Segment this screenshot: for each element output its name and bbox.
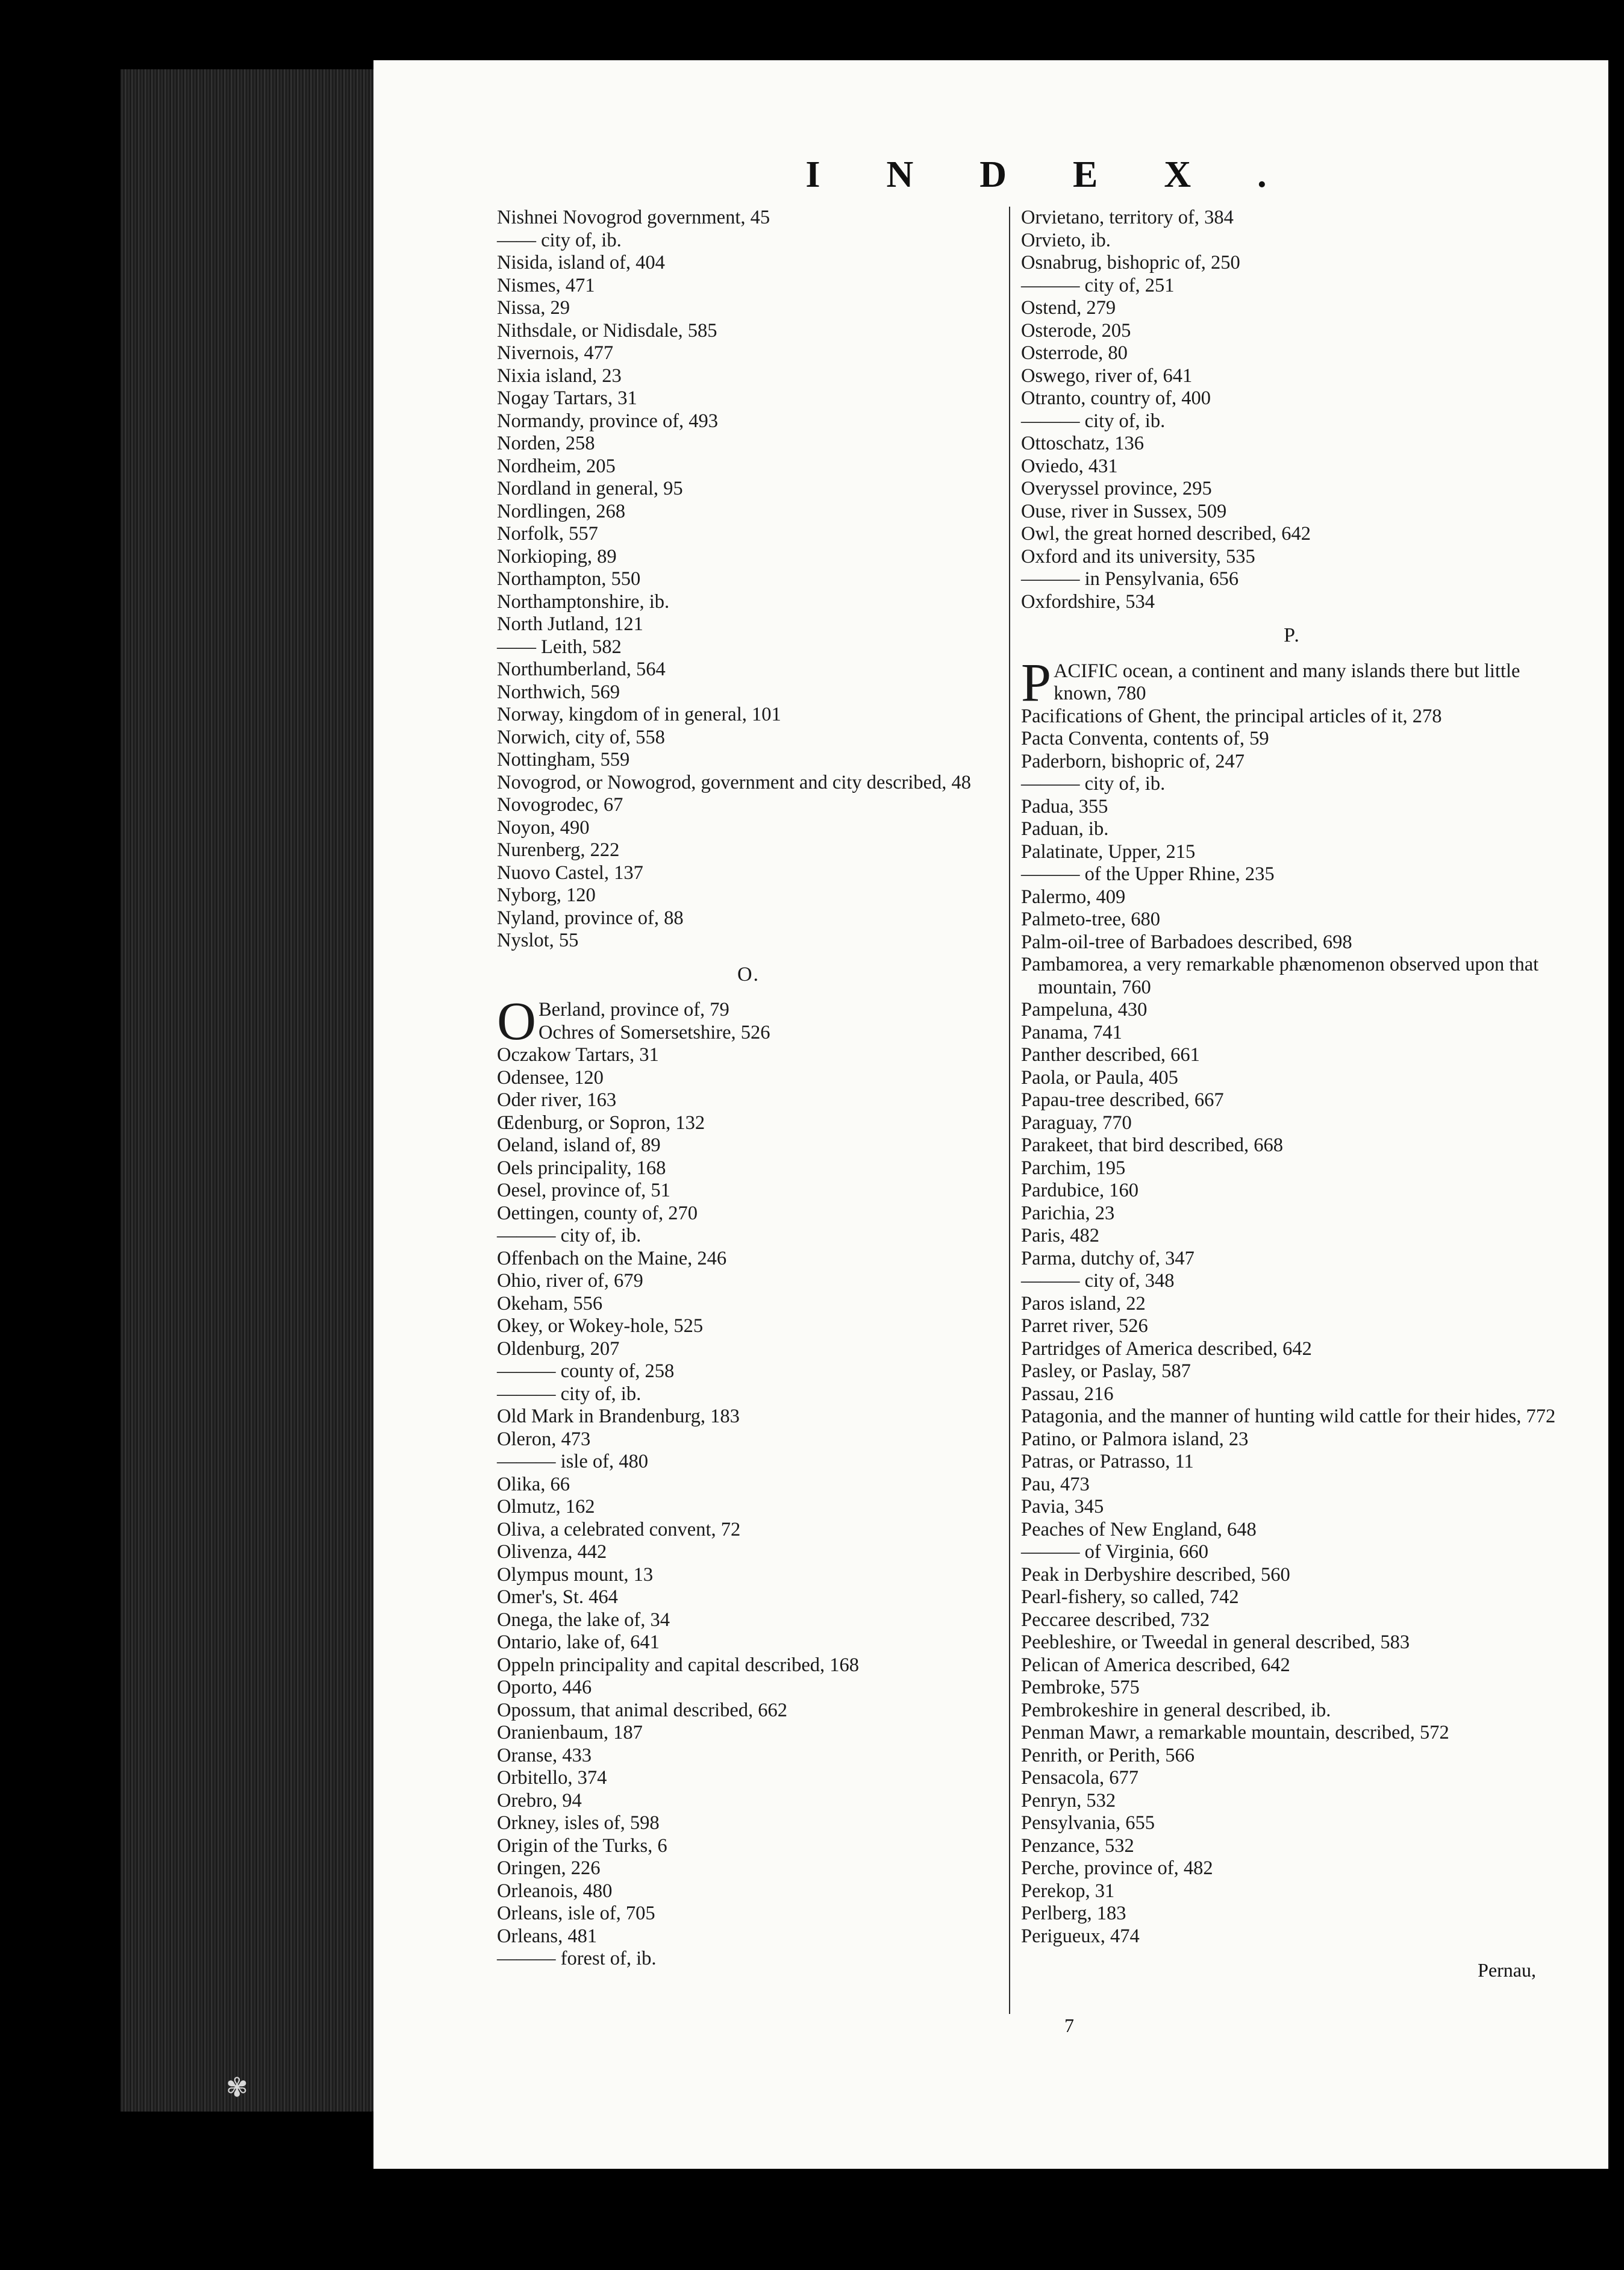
index-entry: Patagonia, and the manner of hunting wild cattle for their hides, 772 xyxy=(1021,1405,1556,1427)
index-entry: Padua, 355 xyxy=(1021,795,1108,818)
index-entry: Oranienbaum, 187 xyxy=(497,1722,643,1743)
index-entry: Noyon, 490 xyxy=(497,816,590,839)
index-entry: Northwich, 569 xyxy=(497,681,620,703)
index-entry: Pacta Conventa, contents of, 59 xyxy=(1021,728,1269,749)
index-entry: Palermo, 409 xyxy=(1021,886,1126,908)
index-entry: Paderborn, bishopric of, 247 xyxy=(1021,750,1245,772)
index-entry: Penman Mawr, a remarkable mountain, described, 572 xyxy=(1021,1722,1449,1743)
library-stamp-mark: ✾ xyxy=(226,2073,248,2103)
index-entry: Oppeln principality and capital described, 168 xyxy=(497,1654,860,1676)
index-entry: Norkioping, 89 xyxy=(497,545,617,568)
index-entry: ——— in Pensylvania, 656 xyxy=(1021,568,1239,590)
index-entry: Pavia, 345 xyxy=(1021,1496,1104,1518)
index-entry: Norway, kingdom of in general, 101 xyxy=(497,704,781,725)
index-entry: Orbitello, 374 xyxy=(497,1767,607,1789)
index-entry: Orleans, 481 xyxy=(497,1925,598,1947)
index-entry: Nottingham, 559 xyxy=(497,749,630,771)
index-entry: Nixia island, 23 xyxy=(497,364,622,387)
index-entry: Omer's, St. 464 xyxy=(497,1586,618,1608)
index-entry: Ouse, river in Sussex, 509 xyxy=(1021,500,1227,522)
index-entry: Panther described, 661 xyxy=(1021,1044,1200,1066)
index-entry: Pampeluna, 430 xyxy=(1021,999,1148,1021)
index-entry: Okey, or Wokey-hole, 525 xyxy=(497,1315,704,1337)
index-entry: Nithsdale, or Nidisdale, 585 xyxy=(497,319,717,342)
index-entry-text: Berland, province of, 79 xyxy=(539,999,729,1021)
index-entry: Oviedo, 431 xyxy=(1021,455,1118,477)
index-entry: —— city of, ib. xyxy=(497,229,622,251)
left-column xyxy=(497,207,1000,1971)
catchword: Pernau, xyxy=(1478,1959,1536,1981)
index-entry: Pembrokeshire in general described, ib. xyxy=(1021,1699,1331,1721)
index-entry: Oder river, 163 xyxy=(497,1089,617,1111)
index-entry: Ostend, 279 xyxy=(1021,297,1116,319)
index-entry: Olmutz, 162 xyxy=(497,1496,595,1518)
index-entry: Peaches of New England, 648 xyxy=(1021,1518,1257,1540)
index-entry: Offenbach on the Maine, 246 xyxy=(497,1247,727,1269)
index-entry: Oxfordshire, 534 xyxy=(1021,590,1155,613)
index-entry: Northumberland, 564 xyxy=(497,658,666,680)
page-number: 7 xyxy=(1064,2015,1074,2036)
index-entry: Parma, dutchy of, 347 xyxy=(1021,1247,1195,1269)
index-entry: Normandy, province of, 493 xyxy=(497,410,719,432)
left-entries-o xyxy=(497,1044,1000,1971)
index-entry: Orleans, isle of, 705 xyxy=(497,1903,655,1924)
index-entry: Oesel, province of, 51 xyxy=(497,1180,670,1201)
index-entry: Perche, province of, 482 xyxy=(1021,1857,1213,1879)
index-entry: Palatinate, Upper, 215 xyxy=(1021,840,1196,863)
index-entry: —— Leith, 582 xyxy=(497,636,622,658)
index-entry: Nordland in general, 95 xyxy=(497,478,683,499)
index-entry: Oporto, 446 xyxy=(497,1677,592,1698)
index-entry-text: ACIFIC ocean, a continent and many islands there but little known, 780 xyxy=(1054,660,1520,704)
index-entry: Nivernois, 477 xyxy=(497,342,614,364)
index-entry: Peebleshire, or Tweedal in general described, 583 xyxy=(1021,1631,1410,1653)
index-entry: Peak in Derbyshire described, 560 xyxy=(1021,1563,1290,1586)
index-entry-first-o xyxy=(497,992,1000,1051)
index-entry: Pelican of America described, 642 xyxy=(1021,1654,1290,1676)
index-entry: Novogrodec, 67 xyxy=(497,794,623,816)
index-entry: Parchim, 195 xyxy=(1021,1157,1126,1179)
index-entry: Pardubice, 160 xyxy=(1021,1180,1138,1201)
index-entry: Pau, 473 xyxy=(1021,1473,1090,1495)
index-entry: Papau-tree described, 667 xyxy=(1021,1089,1224,1111)
index-entry: Perigueux, 474 xyxy=(1021,1925,1140,1947)
index-entry: Pearl-fishery, so called, 742 xyxy=(1021,1586,1239,1608)
index-entry: Onega, the lake of, 34 xyxy=(497,1609,670,1631)
index-entry: Origin of the Turks, 6 xyxy=(497,1834,667,1857)
index-entry: Oczakow Tartars, 31 xyxy=(497,1044,659,1066)
index-entry: Nogay Tartars, 31 xyxy=(497,387,637,409)
index-entry: Oels principality, 168 xyxy=(497,1157,666,1179)
index-entry: ——— of the Upper Rhine, 235 xyxy=(1021,863,1275,885)
index-entry: Olympus mount, 13 xyxy=(497,1563,654,1586)
index-entry: Nurenberg, 222 xyxy=(497,839,620,861)
right-entries-p xyxy=(1021,705,1563,1948)
index-entry: Nordlingen, 268 xyxy=(497,500,626,522)
index-entry: Orleanois, 480 xyxy=(497,1880,613,1902)
index-entry: ——— city of, 348 xyxy=(1021,1270,1175,1292)
right-entries-o xyxy=(1021,207,1563,613)
index-entry: Overyssel province, 295 xyxy=(1021,478,1212,499)
index-entry: Paduan, ib. xyxy=(1021,818,1109,840)
index-entry: Nordheim, 205 xyxy=(497,455,616,477)
index-entry: Penryn, 532 xyxy=(1021,1789,1116,1812)
section-letter-o: O. xyxy=(737,963,760,986)
index-entry: Norwich, city of, 558 xyxy=(497,726,665,748)
index-entry: Peccaree described, 732 xyxy=(1021,1609,1210,1631)
index-entry: Partridges of America described, 642 xyxy=(1021,1337,1312,1360)
index-entry: Paris, 482 xyxy=(1021,1225,1099,1246)
index-entry: Paola, or Paula, 405 xyxy=(1021,1066,1178,1089)
drop-cap-o: O xyxy=(497,992,536,1051)
index-entry: Pensylvania, 655 xyxy=(1021,1812,1155,1834)
right-column xyxy=(1021,207,1563,1948)
index-entry: Olika, 66 xyxy=(497,1473,570,1495)
index-entry: Old Mark in Brandenburg, 183 xyxy=(497,1405,740,1427)
index-entry: Perekop, 31 xyxy=(1021,1880,1115,1902)
index-entry: Osterrode, 80 xyxy=(1021,342,1128,364)
index-entry: Olivenza, 442 xyxy=(497,1541,607,1563)
index-entry: Panama, 741 xyxy=(1021,1021,1122,1043)
index-entry: Pensacola, 677 xyxy=(1021,1767,1138,1789)
index-entry: Northampton, 550 xyxy=(497,568,641,590)
index-entry: North Jutland, 121 xyxy=(497,613,643,635)
index-entry: Nisida, island of, 404 xyxy=(497,252,665,274)
index-entry: ——— isle of, 480 xyxy=(497,1451,648,1472)
index-entry: Odensee, 120 xyxy=(497,1066,604,1089)
index-entry: Oxford and its university, 535 xyxy=(1021,545,1255,568)
index-entry: Orvieto, ib. xyxy=(1021,229,1111,251)
index-entry: Parakeet, that bird described, 668 xyxy=(1021,1134,1283,1156)
index-entry-text: Ochres of Somersetshire, 526 xyxy=(539,1021,770,1043)
index-entry: Perlberg, 183 xyxy=(1021,1903,1126,1924)
index-entry: Pacifications of Ghent, the principal articles of it, 278 xyxy=(1021,705,1442,727)
index-entry: Œdenburg, or Sopron, 132 xyxy=(497,1112,705,1134)
index-entry: Ontario, lake of, 641 xyxy=(497,1631,660,1653)
index-entry: ——— city of, ib. xyxy=(1021,410,1166,432)
index-entry: Penzance, 532 xyxy=(1021,1834,1134,1857)
drop-cap-p: P xyxy=(1021,652,1052,713)
index-entry: Nuovo Castel, 137 xyxy=(497,861,643,884)
index-entry: Oringen, 226 xyxy=(497,1857,601,1879)
index-entry: Nyborg, 120 xyxy=(497,884,596,906)
index-entry: Nyslot, 55 xyxy=(497,930,579,951)
index-entry: Patras, or Patrasso, 11 xyxy=(1021,1451,1194,1472)
index-entry: Palmeto-tree, 680 xyxy=(1021,908,1161,930)
index-entry: Orebro, 94 xyxy=(497,1789,582,1812)
index-entry: ——— forest of, ib. xyxy=(497,1948,657,1969)
index-entry: Patino, or Palmora island, 23 xyxy=(1021,1428,1249,1450)
index-entry: ——— of Virginia, 660 xyxy=(1021,1541,1209,1563)
index-entry: Oettingen, county of, 270 xyxy=(497,1202,698,1224)
index-entry: Otranto, country of, 400 xyxy=(1021,387,1211,409)
index-entry: Osterode, 205 xyxy=(1021,319,1131,342)
index-entry: Pasley, or Paslay, 587 xyxy=(1021,1360,1191,1382)
index-entry: Parichia, 23 xyxy=(1021,1202,1115,1224)
index-entry: Opossum, that animal described, 662 xyxy=(497,1699,787,1721)
index-entry: Oldenburg, 207 xyxy=(497,1337,620,1360)
index-entry: Owl, the great horned described, 642 xyxy=(1021,523,1311,545)
page-header: INDEX. xyxy=(805,154,1333,195)
index-entry: ——— city of, ib. xyxy=(1021,773,1166,795)
index-entry: Paros island, 22 xyxy=(1021,1292,1146,1315)
section-letter-p: P. xyxy=(1284,624,1301,646)
index-entry: Oranse, 433 xyxy=(497,1744,592,1766)
index-entry: Parret river, 526 xyxy=(1021,1315,1148,1337)
index-entry: Oswego, river of, 641 xyxy=(1021,364,1193,387)
index-entry: Okeham, 556 xyxy=(497,1292,603,1315)
index-entry: Orkney, isles of, 598 xyxy=(497,1812,660,1834)
index-entry: Nishnei Novogrod government, 45 xyxy=(497,207,770,228)
index-entry: Pambamorea, a very remarkable phænomenon observed upon that mountain, 760 xyxy=(1021,954,1539,998)
index-entry-first-p xyxy=(1021,652,1563,713)
index-entry: Palm-oil-tree of Barbadoes described, 698 xyxy=(1021,931,1352,953)
index-entry: Oliva, a celebrated convent, 72 xyxy=(497,1518,741,1540)
index-entry: ——— city of, 251 xyxy=(1021,274,1175,296)
index-entry: Nismes, 471 xyxy=(497,274,595,296)
index-entry: Passau, 216 xyxy=(1021,1383,1114,1405)
column-divider xyxy=(1009,207,1010,2014)
index-entry: Norden, 258 xyxy=(497,433,595,454)
index-entry: Penrith, or Perith, 566 xyxy=(1021,1744,1195,1766)
index-entry: Norfolk, 557 xyxy=(497,523,598,545)
index-entry: Oleron, 473 xyxy=(497,1428,591,1450)
index-entry: Northamptonshire, ib. xyxy=(497,590,670,613)
index-entry: Ottoschatz, 136 xyxy=(1021,433,1144,454)
index-entry: Nissa, 29 xyxy=(497,297,570,319)
index-entry: ——— county of, 258 xyxy=(497,1360,675,1382)
index-entry: Paraguay, 770 xyxy=(1021,1112,1132,1134)
left-entries-n xyxy=(497,207,1000,952)
index-entry: Pembroke, 575 xyxy=(1021,1677,1140,1698)
index-entry: Orvietano, territory of, 384 xyxy=(1021,207,1234,228)
index-entry: Nyland, province of, 88 xyxy=(497,907,684,929)
index-entry: Ohio, river of, 679 xyxy=(497,1270,643,1292)
index-entry: Oeland, island of, 89 xyxy=(497,1134,661,1156)
index-entry: ——— city of, ib. xyxy=(497,1383,642,1405)
book-spine xyxy=(120,69,375,2112)
index-entry: ——— city of, ib. xyxy=(497,1225,642,1246)
index-entry: Osnabrug, bishopric of, 250 xyxy=(1021,252,1240,274)
index-page xyxy=(373,60,1608,2169)
index-entry: Novogrod, or Nowogrod, government and city described, 48 xyxy=(497,771,972,793)
